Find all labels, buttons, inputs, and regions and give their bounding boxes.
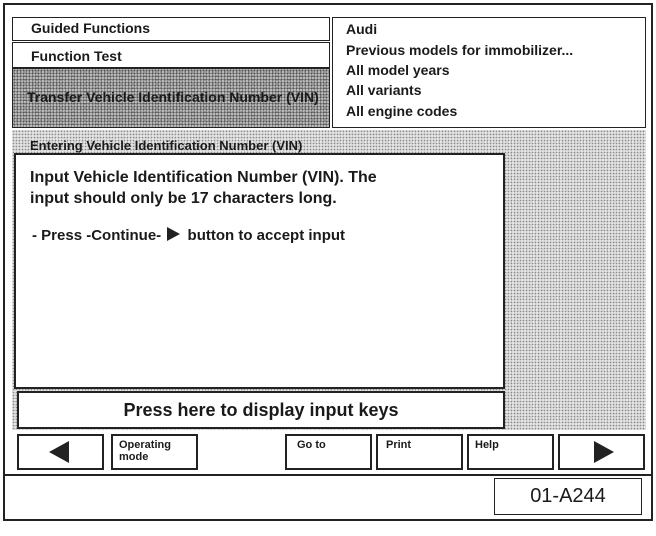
continue-button[interactable] bbox=[558, 434, 645, 470]
instruction-prefix: - Press -Continue- bbox=[32, 227, 162, 244]
vehicle-make: Audi bbox=[346, 21, 378, 37]
message-box bbox=[14, 153, 505, 389]
print-label: Print bbox=[386, 439, 412, 451]
back-button[interactable] bbox=[17, 434, 104, 470]
go-to-button[interactable] bbox=[285, 434, 372, 470]
triangle-left-icon bbox=[49, 441, 69, 463]
operating-mode-button[interactable] bbox=[111, 434, 198, 470]
figure-code-label bbox=[494, 478, 642, 515]
tab-guided-functions[interactable] bbox=[12, 17, 330, 41]
print-button[interactable] bbox=[376, 434, 463, 470]
tab-function-test-label: Function Test bbox=[31, 48, 122, 64]
display-input-keys-label: Press here to display input keys bbox=[123, 400, 399, 420]
tab-function-test[interactable] bbox=[12, 42, 330, 68]
display-input-keys-button[interactable] bbox=[17, 391, 505, 429]
triangle-right-icon bbox=[167, 227, 180, 241]
message-line-2: input should only be 17 characters long. bbox=[30, 190, 337, 207]
tab-transfer-vin[interactable] bbox=[12, 68, 330, 128]
instruction-suffix: button to accept input bbox=[187, 227, 346, 244]
help-label: Help bbox=[475, 439, 499, 451]
triangle-right-icon bbox=[594, 441, 614, 463]
footer-divider bbox=[3, 474, 653, 476]
go-to-label: Go to bbox=[297, 439, 326, 451]
section-title: Entering Vehicle Identification Number (VIN) bbox=[30, 138, 303, 153]
tab-guided-functions-label: Guided Functions bbox=[31, 20, 150, 36]
tab-transfer-vin-label: Transfer Vehicle Identification Number (VIN) bbox=[27, 89, 319, 105]
help-button[interactable] bbox=[467, 434, 554, 470]
vehicle-model: Previous models for immobilizer... bbox=[346, 42, 574, 58]
vehicle-variant: All variants bbox=[346, 82, 422, 98]
operating-mode-label: Operating mode bbox=[119, 439, 171, 463]
instruction-text bbox=[32, 227, 345, 244]
message-line-1: Input Vehicle Identification Number (VIN). The bbox=[30, 169, 377, 186]
figure-code: 01-A244 bbox=[530, 485, 606, 507]
vehicle-model-year: All model years bbox=[346, 62, 450, 78]
vehicle-engine-code: All engine codes bbox=[346, 103, 458, 119]
